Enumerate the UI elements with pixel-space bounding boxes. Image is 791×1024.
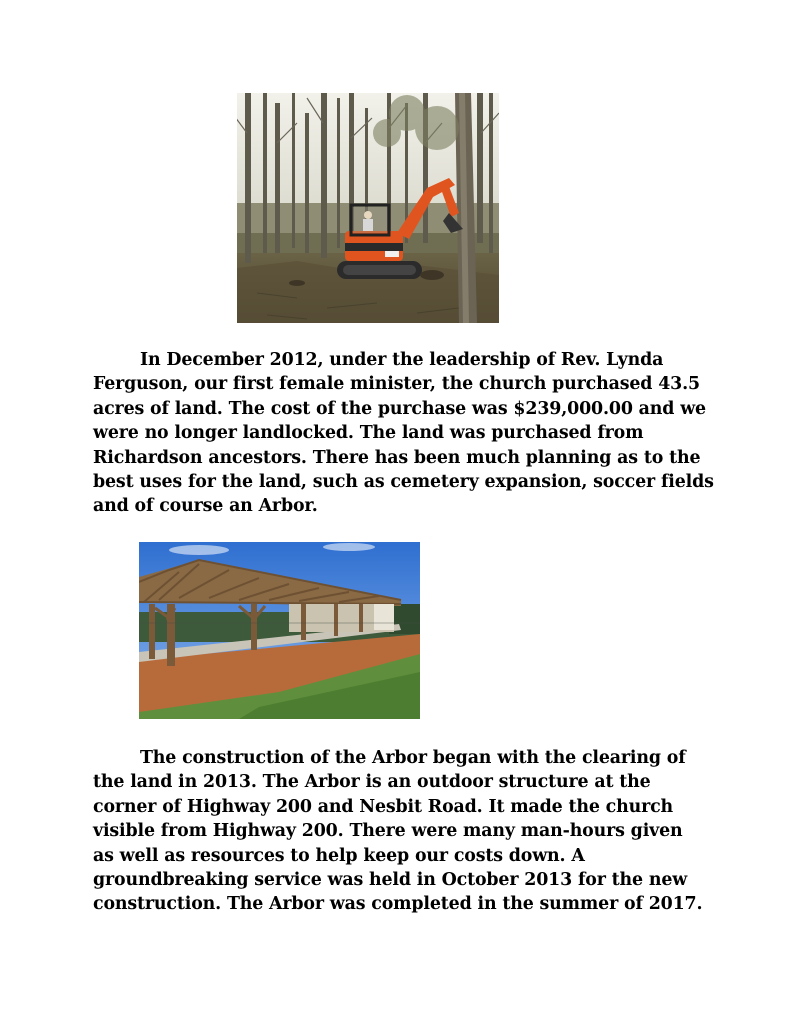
excavator-clearing-land-photo — [237, 93, 499, 323]
paragraph-land-purchase — [93, 348, 713, 519]
paragraph-line: corner of Highway 200 and Nesbit Road. It made the church — [93, 796, 674, 817]
paragraph-line: groundbreaking service was held in October 2013 for the new — [93, 870, 688, 891]
paragraph-line: In December 2012, under the leadership of Rev. Lynda — [140, 350, 664, 370]
paragraph-line: Ferguson, our first female minister, the church purchased 43.5 — [93, 374, 700, 395]
paragraph-line: were no longer landlocked. The land was purchased from — [93, 423, 644, 444]
paragraph-line: and of course an Arbor. — [93, 496, 318, 517]
arbor-construction-photo — [139, 542, 420, 719]
excavator-photo-graphic — [237, 93, 499, 323]
paragraph-line: visible from Highway 200. There were many man-hours given — [93, 821, 683, 842]
paragraph-line: as well as resources to help keep our costs down. A — [93, 845, 585, 866]
paragraph-line: Richardson ancestors. There has been much planning as to the — [93, 447, 701, 468]
paragraph-line: the land in 2013. The Arbor is an outdoor structure at the — [93, 772, 651, 793]
paragraph-arbor-construction — [93, 746, 713, 917]
arbor-photo-graphic — [139, 542, 420, 719]
paragraph-line: The construction of the Arbor began with the clearing of — [140, 748, 686, 768]
paragraph-line: acres of land. The cost of the purchase was $239,000.00 and we — [93, 398, 706, 419]
paragraph-line: best uses for the land, such as cemetery expansion, soccer fields — [93, 472, 714, 493]
paragraph-line: construction. The Arbor was completed in the summer of 2017. — [93, 894, 703, 915]
